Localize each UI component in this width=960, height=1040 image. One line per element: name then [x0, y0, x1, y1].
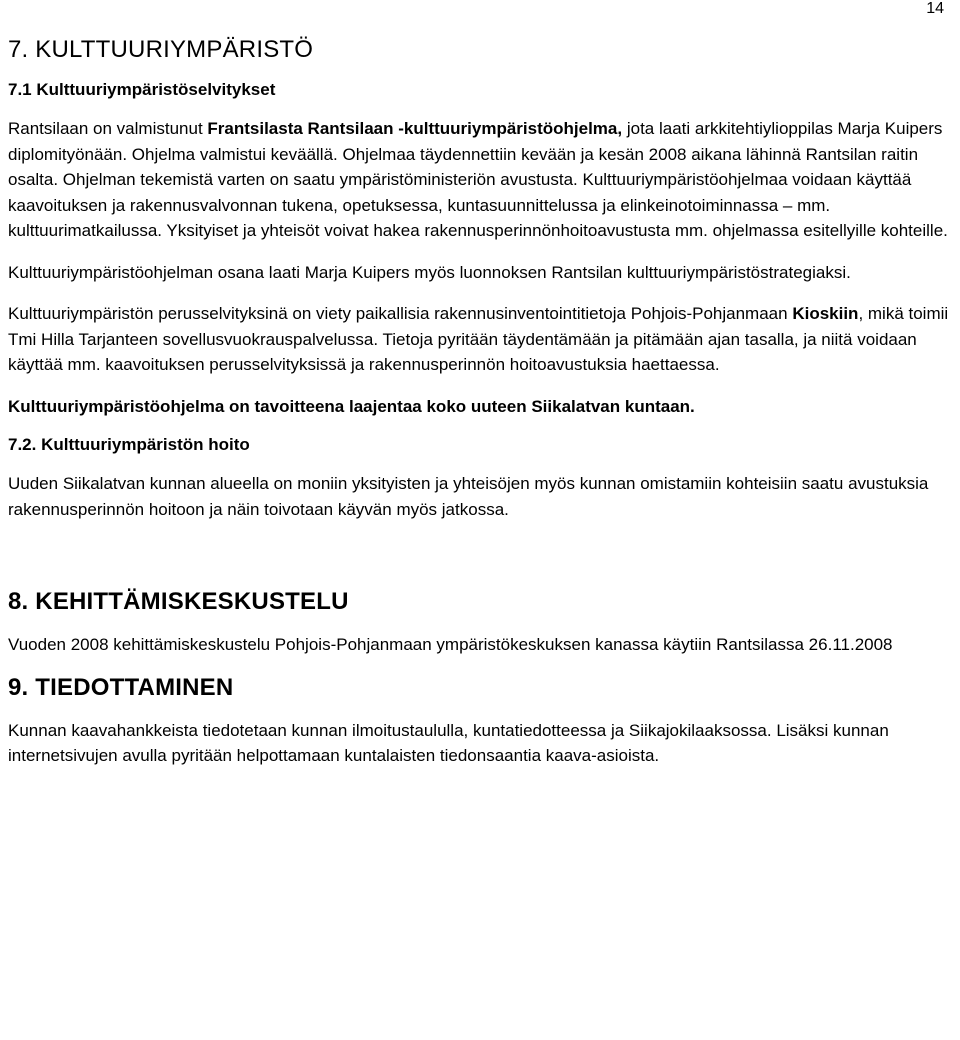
page-content: [8, 26, 950, 785]
page-number: 14: [926, 0, 944, 17]
section-8-heading: 8. KEHITTÄMISKESKUSTELU: [8, 588, 349, 615]
text-span: Rantsilaan on valmistunut: [8, 119, 208, 138]
section-7-2-heading: 7.2. Kulttuuriympäristön hoito: [8, 435, 250, 454]
section-7-2-paragraph: Uuden Siikalatvan kunnan alueella on moniin yksityisten ja yhteisöjen myös kunnan omistamiin kohteisiin saatu avustuksia rakennusperinnön hoitoon ja näin toivotaan käyvän myös jatkossa.: [8, 474, 929, 519]
section-7-1-paragraph-1: [8, 116, 950, 244]
kioski-name: Kioskiin: [792, 304, 859, 323]
spacer: [8, 538, 950, 578]
section-7-1-goal: Kulttuuriympäristöohjelma on tavoitteena laajentaa koko uuteen Siikalatvan kuntaan.: [8, 396, 695, 416]
text-span: Kulttuuriympäristön perusselvityksinä on viety paikallisia rakennusinventointitietoja Pohjois-Pohjanmaan: [8, 304, 793, 323]
text-span: , mikä toimii Tmi Hilla Tarjanteen sovellusvuokrauspalvelussa. Tietoja pyritään täydentämään ja pitämään ajan tasalla, ja niitä voidaan käyttää mm. kaavoituksen perusselvityksissä ja rakennusperinnön hoitoavustuksia haettaessa.: [8, 304, 949, 374]
section-8-paragraph: Vuoden 2008 kehittämiskeskustelu Pohjois-Pohjanmaan ympäristökeskuksen kanassa käytiin Rantsilassa 26.11.2008: [8, 635, 893, 654]
section-7-1-paragraph-2: Kulttuuriympäristöohjelman osana laati Marja Kuipers myös luonnoksen Rantsilan kulttuuriympäristöstrategiaksi.: [8, 262, 851, 282]
section-9-paragraph: Kunnan kaavahankkeista tiedotetaan kunnan ilmoitustaululla, kuntatiedotteessa ja Siikajokilaaksossa. Lisäksi kunnan internetsivujen avulla pyritään helpottamaan kuntalaisten tiedonsaantia kaava-asioista.: [8, 720, 889, 765]
text-span: jota laati arkkitehtiylioppilas Marja Kuipers diplomityönään. Ohjelma valmistui keväällä. Ohjelmaa täydennettiin kevään ja kesän 2008 aikana lähinnä Rantsilan raitin osalta. Ohjelman tekemistä varten on saatu ympäristöministeriön avustusta. Kulttuuriympäristöohjelmaa voidaan käyttää kaavoituksen ja rakennusvalvonnan tukena, opetuksessa, kuntasuunnittelussa ja elinkeinotoiminnassa – mm. kulttuurimatkailussa. Yksityiset ja yhteisöt voivat hakea rakennusperinnönhoitoavustusta mm. ohjelmassa esitellyille kohteille.: [8, 119, 948, 240]
section-7-1-paragraph-3: [8, 301, 950, 378]
section-7-heading: 7. KULTTUURIYMPÄRISTÖ: [8, 36, 314, 63]
program-title: Frantsilasta Rantsilaan -kulttuuriympäristöohjelma,: [207, 119, 623, 138]
section-7-1-heading: 7.1 Kulttuuriympäristöselvitykset: [8, 80, 276, 99]
section-9-heading: 9. TIEDOTTAMINEN: [8, 673, 234, 701]
